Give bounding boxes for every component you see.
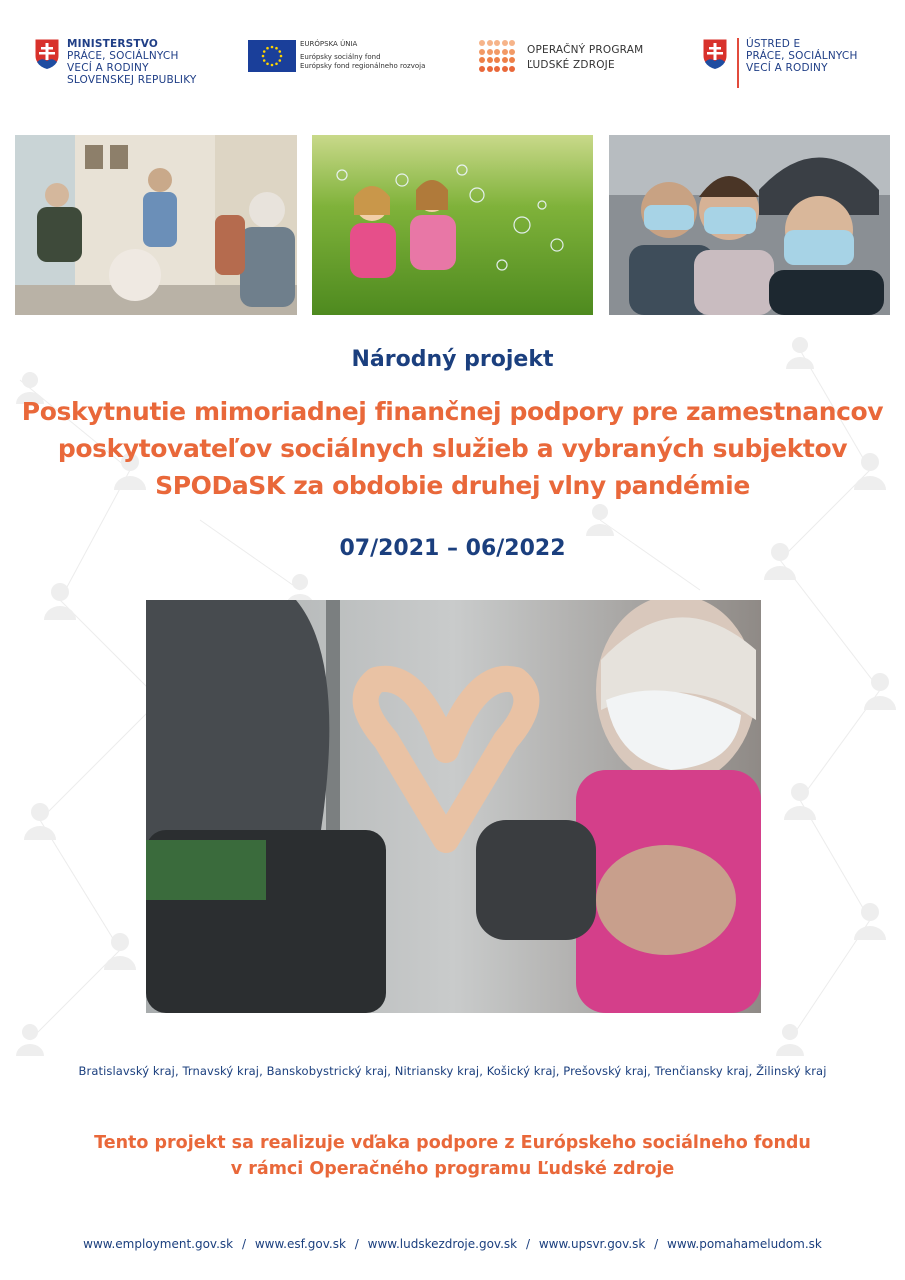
op-dot xyxy=(509,49,515,55)
photo-children-masks xyxy=(609,135,890,315)
slovak-crest-icon xyxy=(34,38,60,70)
office-line3: VECÍ A RODINY xyxy=(746,62,828,74)
op-dot xyxy=(479,66,485,72)
op-dot xyxy=(494,66,500,72)
project-dates: 07/2021 – 06/2022 xyxy=(339,536,566,561)
eu-flag-icon xyxy=(248,40,296,72)
link-separator: / xyxy=(654,1237,659,1251)
photo-seniors-caregiver xyxy=(15,135,297,315)
op-dots-icon xyxy=(479,40,515,74)
link-upsvr[interactable]: www.upsvr.gov.sk xyxy=(538,1237,646,1251)
op-dot xyxy=(502,49,508,55)
op-dot xyxy=(487,57,493,63)
ministry-line3: VECÍ A RODINY xyxy=(67,62,149,74)
op-dot xyxy=(487,49,493,55)
ministry-line2: PRÁCE, SOCIÁLNYCH xyxy=(67,50,179,62)
op-dot xyxy=(479,57,485,63)
link-employment[interactable]: www.employment.gov.sk xyxy=(83,1237,234,1251)
link-separator: / xyxy=(354,1237,359,1251)
op-dot xyxy=(487,40,493,46)
op-dot xyxy=(494,40,500,46)
eu-line3: Európsky fond regionálneho rozvoja xyxy=(300,62,426,70)
slovak-crest-icon xyxy=(702,38,728,70)
op-dot xyxy=(494,49,500,55)
op-dot xyxy=(487,66,493,72)
project-title-line2: poskytovateľov sociálnych služieb a vybraných subjektov xyxy=(57,434,848,463)
regions-list: Bratislavský kraj, Trnavský kraj, Banskobystrický kraj, Nitriansky kraj, Košický kraj, Prešovský kraj, Trenčiansky kraj, Žilinský kraj xyxy=(78,1064,827,1078)
link-separator: / xyxy=(241,1237,246,1251)
office-line2: PRÁCE, SOCIÁLNYCH xyxy=(746,50,858,62)
link-separator: / xyxy=(525,1237,530,1251)
link-pomahameludom[interactable]: www.pomahameludom.sk xyxy=(667,1237,822,1251)
eu-line1: EURÓPSKA ÚNIA xyxy=(300,40,358,48)
op-dot xyxy=(494,57,500,63)
ministry-line4: SLOVENSKEJ REPUBLIKY xyxy=(67,74,197,86)
project-type-heading: Národný projekt xyxy=(351,347,554,372)
op-line2: ĽUDSKÉ ZDROJE xyxy=(527,59,615,71)
op-dot xyxy=(502,40,508,46)
project-title-line1: Poskytnutie mimoriadnej finančnej podpory pre zamestnancov xyxy=(21,397,884,426)
op-line1: OPERAČNÝ PROGRAM xyxy=(527,44,644,56)
op-dot xyxy=(479,40,485,46)
op-dot xyxy=(509,40,515,46)
funding-note xyxy=(0,1130,905,1182)
eu-line2: Európsky sociálny fond xyxy=(300,53,381,61)
op-dot xyxy=(479,49,485,55)
op-dot xyxy=(509,57,515,63)
photo-child-heart-senior xyxy=(146,600,761,1013)
photo-girls-bubbles xyxy=(312,135,593,315)
op-dot xyxy=(509,66,515,72)
op-dot xyxy=(502,57,508,63)
link-ludskezdroje[interactable]: www.ludskezdroje.gov.sk xyxy=(367,1237,518,1251)
funding-note-line1: Tento projekt sa realizuje vďaka podpore z Európskeho sociálneho fondu xyxy=(94,1133,811,1153)
divider xyxy=(737,38,739,88)
project-title xyxy=(20,393,885,504)
funding-note-line2: v rámci Operačného programu Ľudské zdroje xyxy=(230,1159,675,1179)
op-dot xyxy=(502,66,508,72)
link-esf[interactable]: www.esf.gov.sk xyxy=(254,1237,346,1251)
ministry-line1: MINISTERSTVO xyxy=(67,38,159,50)
office-line1: ÚSTRED E xyxy=(746,38,801,50)
project-title-line3: SPODaSK za obdobie druhej vlny pandémie xyxy=(155,471,750,500)
website-links xyxy=(0,1237,905,1251)
